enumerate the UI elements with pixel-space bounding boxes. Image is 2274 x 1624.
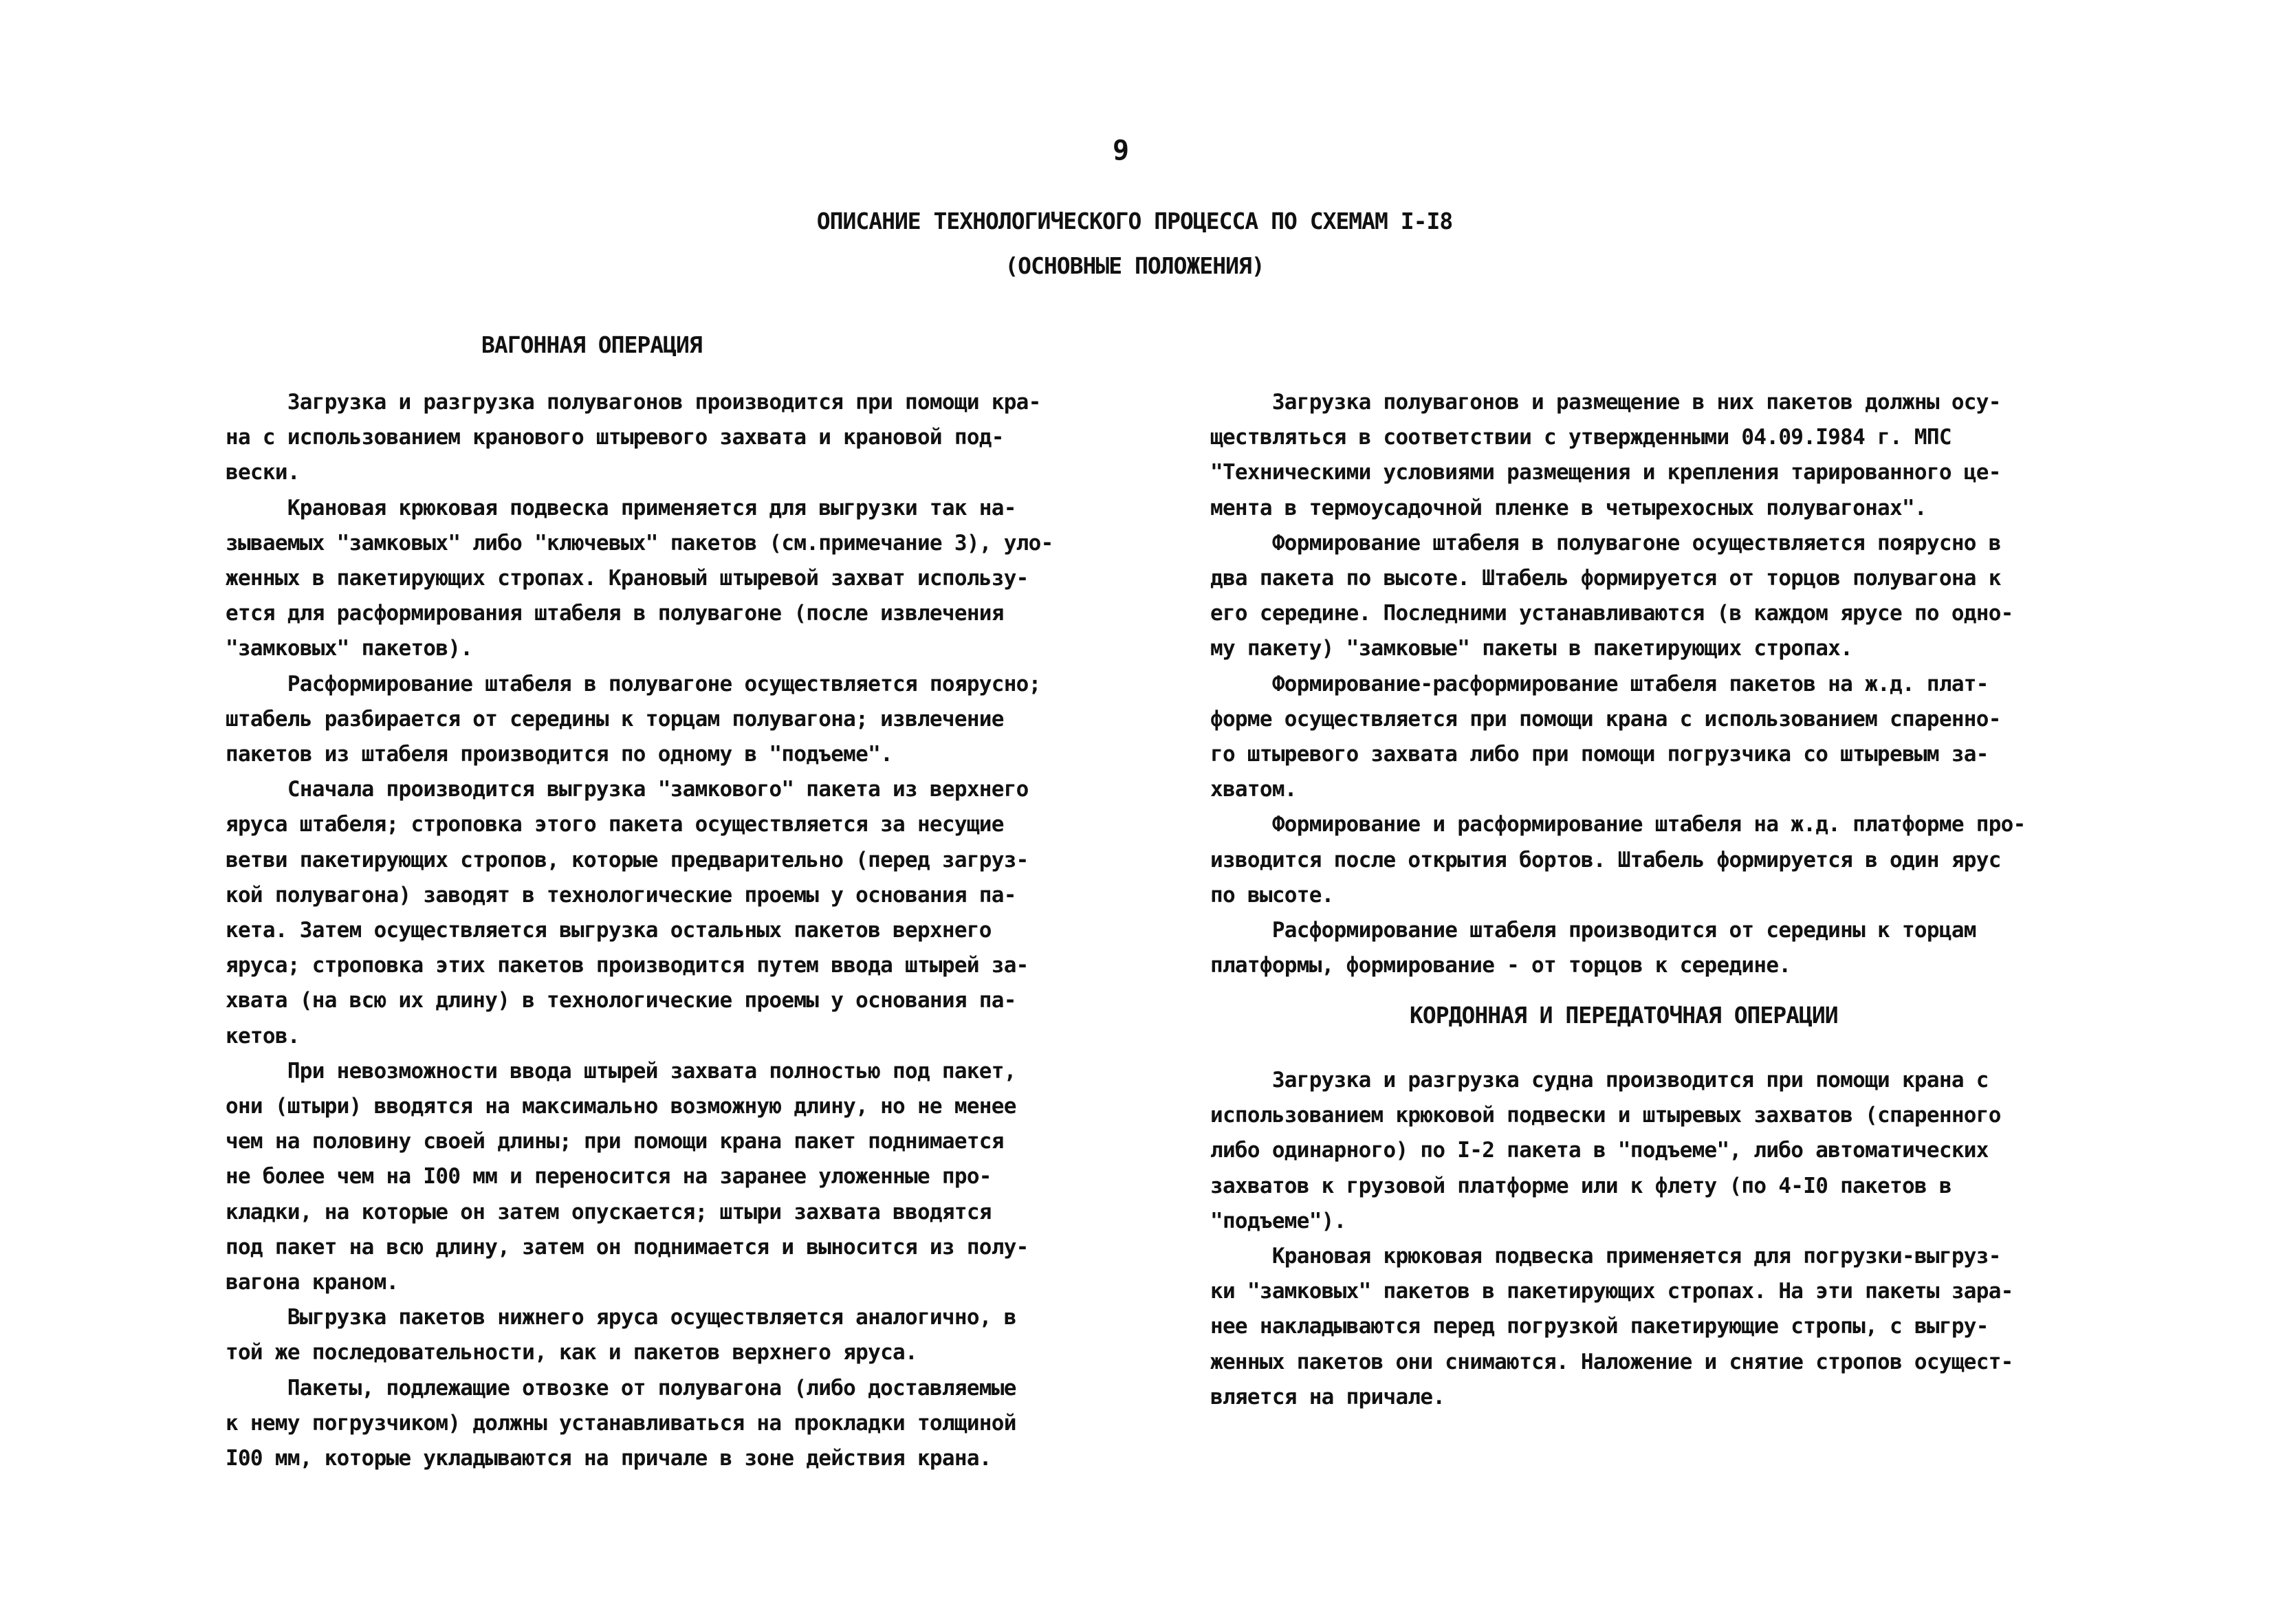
- right-text-line: два пакета по высоте. Штабель формируется от торцов полувагона к: [1210, 566, 2001, 591]
- left-text-line: Сначала производится выгрузка "замкового" пакета из верхнего: [226, 777, 1029, 802]
- left-text-line: I00 мм, которые укладываются на причале в зоне действия крана.: [226, 1446, 992, 1471]
- right-text-line: Формирование штабеля в полувагоне осуществляется поярусно в: [1210, 530, 2001, 556]
- left-text-line: вески.: [226, 460, 300, 485]
- left-text-line: пакетов из штабеля производится по одному в "подъеме".: [226, 742, 893, 767]
- left-text-line: яруса; строповка этих пакетов производится путем ввода штырей за-: [226, 953, 1029, 978]
- page-number: 9: [1112, 135, 1130, 166]
- right-text-line: по высоте.: [1210, 882, 1334, 908]
- left-text-line: ется для расформирования штабеля в полувагоне (после извлечения: [226, 601, 1004, 626]
- left-text-line: кой полувагона) заводят в технологические проемы у основания па-: [226, 882, 1016, 908]
- left-text-line: кета. Затем осуществляется выгрузка остальных пакетов верхнего: [226, 918, 992, 943]
- left-text-line: той же последовательности, как и пакетов верхнего яруса.: [226, 1340, 917, 1365]
- right-text-line: форме осуществляется при помощи крана с использованием спаренно-: [1210, 706, 2001, 732]
- left-text-line: "замковых" пакетов).: [226, 636, 473, 661]
- section-heading-cordon: КОРДОННАЯ И ПЕРЕДАТОЧНАЯ ОПЕРАЦИИ: [1410, 1002, 1838, 1029]
- right-text-line: хватом.: [1210, 777, 1297, 802]
- left-text-line: чем на половину своей длины; при помощи крана пакет поднимается: [226, 1129, 1004, 1154]
- right-column-lower: [1210, 1063, 2118, 1415]
- right-text-lower-line: женных пакетов они снимаются. Наложение и снятие стропов осущест-: [1210, 1349, 2013, 1374]
- left-text-line: Расформирование штабеля в полувагоне осуществляется поярусно;: [226, 671, 1041, 696]
- right-text-lower-line: Загрузка и разгрузка судна производится при помощи крана с: [1210, 1068, 1989, 1093]
- left-text-line: ветви пакетирующих стропов, которые предварительно (перед загруз-: [226, 847, 1029, 873]
- right-text-line: го штыревого захвата либо при помощи погрузчика со штыревым за-: [1210, 742, 1989, 767]
- left-text-line: к нему погрузчиком) должны устанавливаться на прокладки толщиной: [226, 1410, 1016, 1436]
- right-text-line: "Техническими условиями размещения и крепления тарированного це-: [1210, 460, 2001, 485]
- left-text-line: хвата (на всю их длину) в технологические проемы у основания па-: [226, 988, 1016, 1013]
- right-text-line: мента в термоусадочной пленке в четырехосных полувагонах".: [1210, 495, 1927, 520]
- left-text-line: зываемых "замковых" либо "ключевых" пакетов (см.примечание 3), уло-: [226, 530, 1053, 556]
- left-text-line: яруса штабеля; строповка этого пакета осуществляется за несущие: [226, 812, 1004, 837]
- right-text-lower-line: вляется на причале.: [1210, 1384, 1445, 1409]
- right-text-lower-line: "подъеме").: [1210, 1208, 1346, 1233]
- right-text-line: платформы, формирование - от торцов к середине.: [1210, 953, 1791, 978]
- right-text-lower-line: захватов к грузовой платформе или к флету (по 4-I0 пакетов в: [1210, 1173, 1952, 1198]
- document-subtitle: (ОСНОВНЫЕ ПОЛОЖЕНИЯ): [1005, 252, 1265, 279]
- left-text-line: Пакеты, подлежащие отвозке от полувагона (либо доставляемые: [226, 1375, 1016, 1401]
- left-text-line: на с использованием кранового штыревого захвата и крановой под-: [226, 425, 1004, 450]
- right-text-line: ществляться в соответствии с утвержденными 04.09.I984 г. МПС: [1210, 425, 1952, 450]
- right-text-line: изводится после открытия бортов. Штабель формируется в один ярус: [1210, 847, 2001, 873]
- right-text-line: Формирование и расформирование штабеля на ж.д. платформе про-: [1210, 812, 2026, 837]
- right-column-lower-text: [1210, 1063, 2118, 1415]
- right-column: [1210, 385, 2118, 983]
- right-text-lower-line: ки "замковых" пакетов в пакетирующих стропах. На эти пакеты зара-: [1210, 1279, 2013, 1304]
- right-text-line: Формирование-расформирование штабеля пакетов на ж.д. плат-: [1210, 671, 1989, 696]
- left-text-line: кетов.: [226, 1023, 300, 1049]
- left-text-line: не более чем на I00 мм и переносится на заранее уложенные про-: [226, 1164, 992, 1189]
- left-text-line: При невозможности ввода штырей захвата полностью под пакет,: [226, 1058, 1016, 1084]
- left-text-line: они (штыри) вводятся на максимально возможную длину, но не менее: [226, 1094, 1016, 1119]
- left-column-text: [226, 385, 1106, 1476]
- left-text-line: Выгрузка пакетов нижнего яруса осуществляется аналогично, в: [226, 1305, 1016, 1330]
- left-text-line: вагона краном.: [226, 1270, 399, 1295]
- right-text-lower-line: использованием крюковой подвески и штыревых захватов (спаренного: [1210, 1103, 2001, 1128]
- right-text-lower-line: нее накладываются перед погрузкой пакетирующие стропы, с выгру-: [1210, 1314, 1989, 1339]
- left-text-line: Крановая крюковая подвеска применяется для выгрузки так на-: [226, 495, 1016, 520]
- right-text-line: Расформирование штабеля производится от середины к торцам: [1210, 918, 1976, 943]
- left-text-line: Загрузка и разгрузка полувагонов производится при помощи кра-: [226, 390, 1041, 415]
- right-text-line: му пакету) "замковые" пакеты в пакетирующих стропах.: [1210, 636, 1853, 661]
- document-title: ОПИСАНИЕ ТЕХНОЛОГИЧЕСКОГО ПРОЦЕССА ПО СХЕМАМ I-I8: [816, 208, 1453, 234]
- section-heading-wagon: ВАГОННАЯ ОПЕРАЦИЯ: [481, 331, 702, 358]
- left-text-line: под пакет на всю длину, затем он поднимается и выносится из полу-: [226, 1234, 1029, 1260]
- right-text-line: Загрузка полувагонов и размещение в них пакетов должны осу-: [1210, 390, 2001, 415]
- right-column-text: [1210, 385, 2118, 983]
- right-text-lower-line: либо одинарного) по I-2 пакета в "подъеме", либо автоматических: [1210, 1138, 1989, 1163]
- right-text-lower-line: Крановая крюковая подвеска применяется для погрузки-выгруз-: [1210, 1244, 2001, 1269]
- right-text-line: его середине. Последними устанавливаются (в каждом ярусе по одно-: [1210, 601, 2013, 626]
- left-text-line: штабель разбирается от середины к торцам полувагона; извлечение: [226, 706, 1004, 732]
- left-text-line: кладки, на которые он затем опускается; штыри захвата вводятся: [226, 1199, 992, 1225]
- left-column: [226, 385, 1106, 1476]
- left-text-line: женных в пакетирующих стропах. Крановый штыревой захват использу-: [226, 566, 1029, 591]
